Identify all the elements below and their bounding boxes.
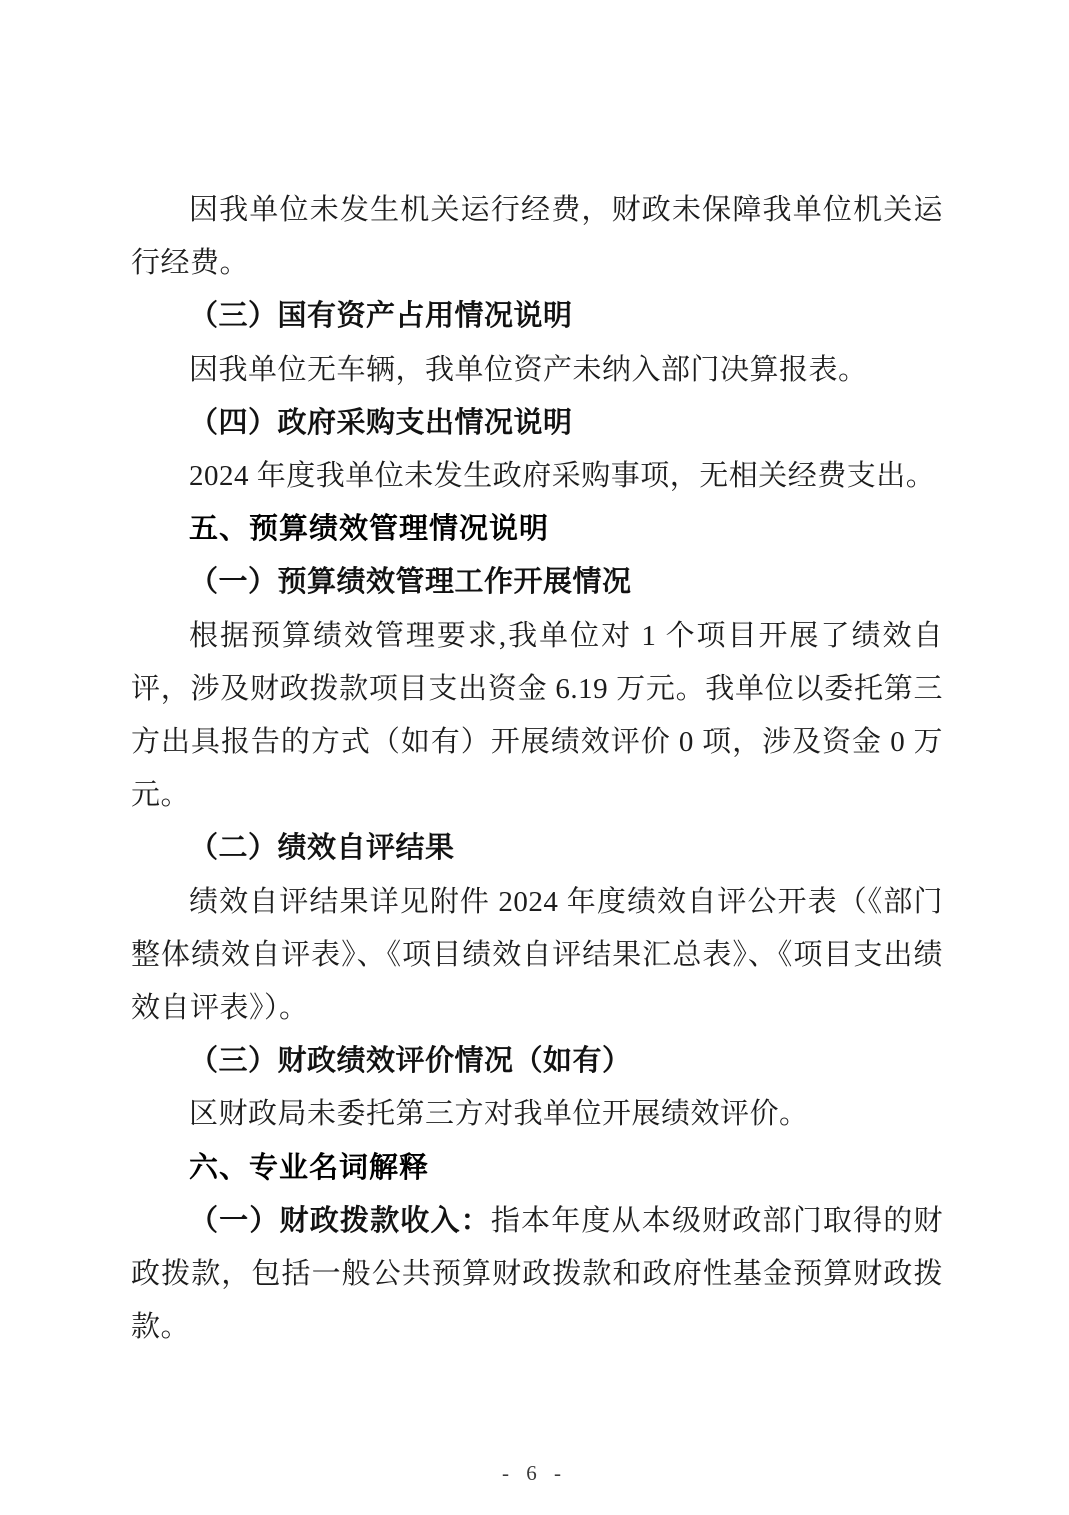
paragraph-government-procurement: 2024 年度我单位未发生政府采购事项，无相关经费支出。 — [189, 460, 936, 493]
paragraph-operating-expense: 因我单位未发生机关运行经费，财政未保障我单位机关运行经费。 — [131, 194, 943, 280]
paragraph-performance-work: 根据预算绩效管理要求,我单位对 1 个项目开展了绩效自评，涉及财政拨款项目支出资金 6.19 万元。我单位以委托第三方出具报告的方式（如有）开展绩效评价 0 项，涉及资金 0 万元。 — [131, 619, 943, 812]
subheading-performance-work: （一）预算绩效管理工作开展情况 — [189, 566, 632, 599]
section-heading-performance-management: 五、预算绩效管理情况说明 — [189, 513, 550, 546]
paragraph-fiscal-performance-evaluation: 区财政局未委托第三方对我单位开展绩效评价。 — [189, 1098, 809, 1131]
paragraph-definition-fiscal-appropriation — [131, 1195, 943, 1355]
page-number: - 6 - — [502, 1461, 567, 1485]
subheading-state-assets: （三）国有资产占用情况说明 — [189, 300, 573, 333]
subheading-fiscal-performance-evaluation: （三）财政绩效评价情况（如有） — [189, 1045, 632, 1078]
definition-text: 指本年度从本级财政部门取得的财政拨款，包括一般公共预算财政拨款和政府性基金预算财政拨款。 — [131, 1204, 943, 1344]
paragraph-self-evaluation-result: 绩效自评结果详见附件 2024 年度绩效自评公开表（《部门整体绩效自评表》、《项目绩效自评结果汇总表》、《项目支出绩效自评表》）。 — [131, 885, 943, 1025]
paragraph-state-assets: 因我单位无车辆，我单位资产未纳入部门决算报表。 — [189, 353, 868, 386]
definition-term: （一）财政拨款收入： — [189, 1204, 491, 1237]
subheading-self-evaluation-result: （二）绩效自评结果 — [189, 832, 455, 865]
subheading-government-procurement: （四）政府采购支出情况说明 — [189, 406, 573, 439]
page-footer — [0, 1461, 1069, 1486]
section-heading-terminology: 六、专业名词解释 — [189, 1151, 430, 1184]
document-body — [131, 184, 943, 1354]
